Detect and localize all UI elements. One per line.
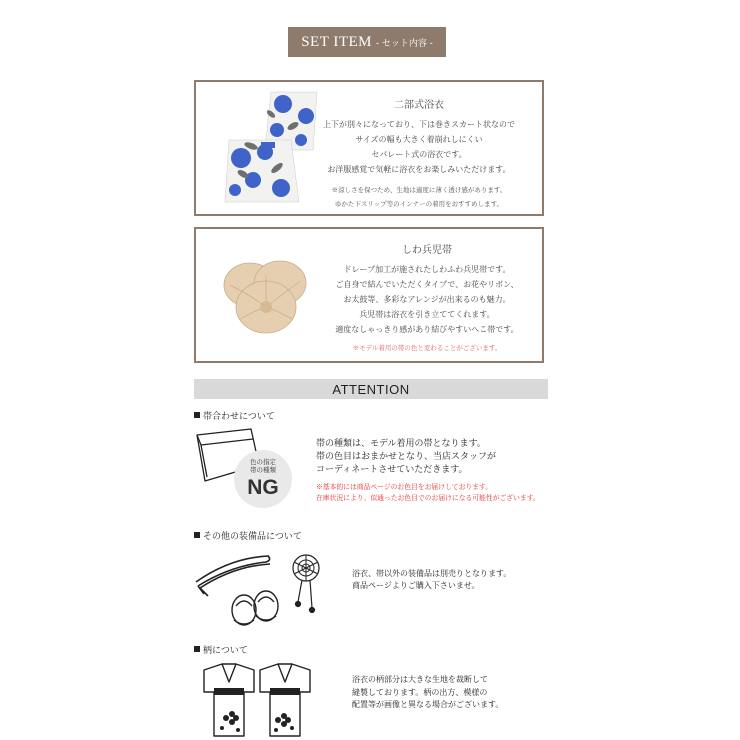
obi-match-text [316, 437, 496, 476]
flower-hair-ornament-icon [286, 552, 326, 616]
obi-line: 適度なしゃっきり感があり結びやすいへこ帯です。 [335, 325, 519, 334]
yukata-line: 上下が別々になっており、下は巻きスカート状なので [323, 120, 515, 129]
ng-badge-line1: 色の指定 [250, 459, 276, 466]
obi-image [220, 255, 312, 337]
obi-match-red-line: 在庫状況により、似通ったお色目でのお届けになる可能性がございます。 [316, 495, 540, 502]
pattern-line: 浴衣の柄部分は大きな生地を裁断して [352, 675, 488, 684]
pattern-line: 配置等が画像と異なる場合がございます。 [352, 700, 504, 709]
yukata-card [194, 80, 544, 216]
ng-badge [234, 450, 292, 508]
yukata-pattern-icon-2 [258, 662, 312, 738]
banner-subtitle: - セット内容 - [376, 38, 433, 49]
attention-bar: ATTENTION [194, 379, 548, 399]
geta-sandals-icon [226, 584, 284, 628]
obi-match-red-line: ※基本的には商品ページのお色目をお届けしております。 [316, 484, 493, 491]
accessories-text [352, 568, 511, 592]
pattern-heading [194, 643, 248, 656]
obi-text [322, 241, 532, 352]
yukata-text [306, 96, 532, 211]
accessories-line: 浴衣、帯以外の装備品は別売りとなります。 [352, 569, 512, 578]
obi-line: ドレープ加工が施されたしわふわ兵児帯です。 [343, 265, 511, 274]
square-bullet-icon [194, 532, 200, 538]
obi-red-note: ※モデル着用の帯の色と変わることがございます。 [352, 344, 502, 352]
pattern-line: 縫製しております。柄の出方、模様の [352, 687, 488, 697]
obi-title: しわ兵児帯 [402, 245, 452, 256]
yukata-line: サイズの幅も大きく着崩れしにくい [355, 135, 483, 144]
square-bullet-icon [194, 646, 200, 652]
obi-match-line: コーディネートさせていただきます。 [316, 464, 468, 474]
ng-badge-text: NG [247, 476, 279, 499]
square-bullet-icon [194, 412, 200, 418]
pattern-heading-text: 柄について [203, 645, 248, 655]
set-item-banner [288, 27, 446, 57]
yukata-pattern-icon-1 [202, 662, 256, 738]
ng-badge-line2: 帯の種類 [250, 467, 276, 474]
obi-match-line: 帯の種類は、モデル着用の帯となります。 [316, 438, 486, 448]
yukata-note: ゆかた下スリップ等のインナーの着用をおすすめします。 [334, 200, 504, 208]
obi-match-heading-text: 帯合わせについて [203, 411, 275, 421]
obi-match-red-text [316, 482, 540, 504]
accessories-heading [194, 529, 302, 542]
obi-card [194, 227, 544, 363]
obi-match-line: 帯の色目はおまかせとなり、当店スタッフが [316, 451, 497, 461]
obi-line: 兵児帯は浴衣を引き立ててくれます。 [359, 310, 495, 319]
accessories-line: 商品ページよりご購入下さいませ。 [352, 581, 480, 590]
yukata-note: ※涼しさを保つため、生地は適度に薄く透け感があります。 [331, 186, 507, 194]
pattern-text [352, 674, 503, 712]
banner-title: SET ITEM [301, 33, 372, 50]
obi-match-heading [194, 409, 275, 422]
yukata-line: セパレート式の浴衣です。 [371, 150, 467, 159]
obi-line: お太鼓等、多彩なアレンジが出来るのも魅力。 [343, 295, 511, 304]
yukata-title: 二部式浴衣 [394, 100, 444, 111]
obi-line: ご自身で結んでいただくタイプで、お花やリボン、 [335, 280, 519, 289]
yukata-line: お洋服感覚で気軽に浴衣をお楽しみいただけます。 [327, 165, 511, 174]
accessories-heading-text: その他の装備品について [203, 531, 302, 541]
